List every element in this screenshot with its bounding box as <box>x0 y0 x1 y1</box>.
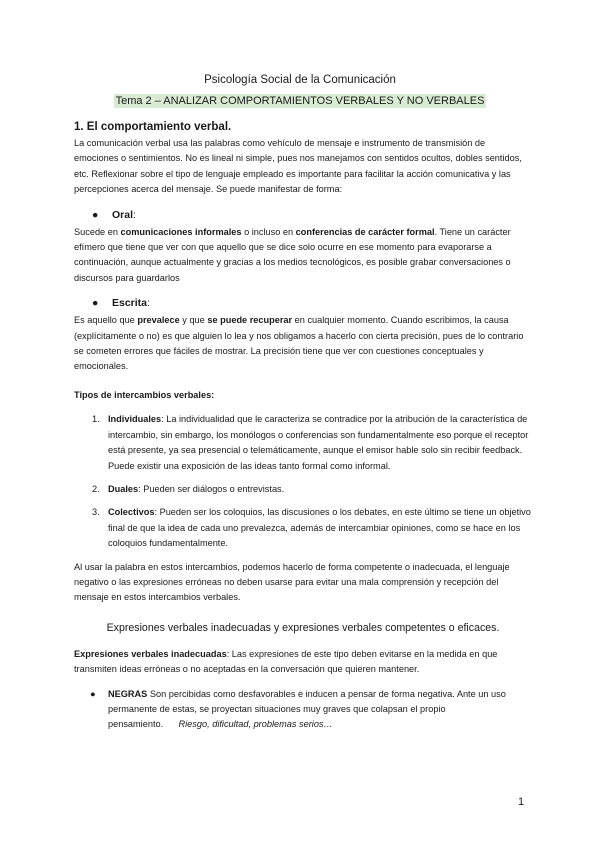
list-text: : Pueden ser los coloquios, las discusiones o los debates, en este último se tiene un objetivo final de que la idea de cada uno prevalezca, además de intercambiar opiniones, como se hace en los coloquios fundamentalmente. <box>108 507 531 549</box>
bullet-icon: ● <box>92 297 99 310</box>
oral-paragraph <box>74 225 532 287</box>
list-text: : La individualidad que le caracteriza se contradice por la atribución de la característica de intercambio, sin embargo, los monólogos o conferencias son fundamentalmente eso porque el receptor está presente, ya sea presencial o telemáticamente, aunque el emisor hable solo sin recibir feedback. Puede existir una exposición de las ideas tanto formal como informal. <box>108 414 529 471</box>
oral-colon: : <box>133 208 136 221</box>
negras-text: Son percibidas como desfavorables e inducen a pensar de forma negativa. Ante un uso permanente de estas, se proyectan situaciones muy graves que colapsan el propio pensamiento. <box>108 688 506 730</box>
oral-heading <box>92 208 532 223</box>
negras-term: NEGRAS <box>108 688 148 699</box>
list-number: 2. <box>92 483 100 494</box>
escrita-bold-1: prevalece <box>137 315 180 326</box>
document-title: Psicología Social de la Comunicación <box>204 74 396 86</box>
document-body <box>74 118 532 733</box>
oral-bold-2: conferencias de carácter formal <box>295 226 435 237</box>
expresiones-lead-text: : Las expresiones de este tipo deben evitarse en la medida en que transmiten ideas erróneas o no aceptadas en la conversación que quieren mantener. <box>74 648 498 675</box>
section-heading: 1. El comportamiento verbal. <box>74 121 232 133</box>
escrita-label: Escrita <box>112 297 148 310</box>
oral-text-3: . Tiene un carácter efímero que tiene que ver con que aquello que se dice solo ocurre en ese momento para evaporarse a continuación, aunque actualmente y gracias a los medios tecnológicos, es posible grabar conversaciones o discursos para guardarlos <box>74 226 511 283</box>
expresiones-heading: Expresiones verbales inadecuadas y expresiones verbales competentes o eficaces. <box>106 621 500 634</box>
escrita-heading <box>92 296 532 311</box>
negras-list <box>74 687 532 733</box>
escrita-text-2: y que <box>179 315 208 326</box>
list-item <box>74 412 532 474</box>
expresiones-lead-bold: Expresiones verbales inadecuadas <box>74 648 227 659</box>
closing-paragraph: Al usar la palabra en estos intercambios, podemos hacerlo de forma competente o inadecuada, el lenguaje negativo o las expresiones erróneas no deben usarse para evitar una mala comprensión y recepción del mensaje en estos intercambios verbales. <box>74 561 510 603</box>
list-term: Individuales <box>108 414 162 425</box>
expresiones-lead <box>74 647 532 678</box>
list-number: 1. <box>92 414 100 425</box>
escrita-text-3: en cualquier momento. Cuando escribimos, la causa (explícitamente o no) es que alguien lo lea y nos obligamos a hacerlo con cierta precisión, pues de lo contrario se cometen errores que fáciles de mostrar. La precisión tiene que ver con cuestiones conceptuales y emocionales. <box>74 315 524 372</box>
tipos-heading: Tipos de intercambios verbales: <box>74 389 215 400</box>
escrita-bold-2: se puede recuperar <box>207 315 293 326</box>
list-term: Duales <box>108 483 139 494</box>
intro-paragraph: La comunicación verbal usa las palabras como vehículo de mensaje e instrumento de transmisión de emociones o sentimientos. No es lineal ni simple, pues nos manejamos con sentidos ocultos, dobles sentidos, etc. Reflexionar sobre el tipo de lenguaje empleado es importante para facilitar la acción comunicativa y las percepciones acerca del mensaje. Se puede manifestar de forma: <box>74 138 522 195</box>
escrita-text-1: Es aquello que <box>74 315 138 326</box>
oral-label: Oral <box>112 208 134 221</box>
list-item <box>74 505 532 551</box>
bullet-icon: ● <box>90 688 96 699</box>
list-term: Colectivos <box>108 507 155 518</box>
escrita-colon: : <box>147 297 150 310</box>
page-number: 1 <box>518 796 525 808</box>
oral-text-2: o incluso en <box>241 226 296 237</box>
oral-text-1: Sucede en <box>74 226 121 237</box>
list-number: 3. <box>92 507 100 518</box>
escrita-paragraph <box>74 313 532 375</box>
list-text: : Pueden ser diálogos o entrevistas. <box>138 483 285 494</box>
list-item <box>74 687 532 733</box>
list-item <box>74 482 532 497</box>
subtitle-wrap <box>0 91 600 109</box>
oral-bold-1: comunicaciones informales <box>120 226 242 237</box>
tipos-list <box>74 412 532 551</box>
bullet-icon: ● <box>92 208 99 221</box>
negras-examples: Riesgo, dificultad, problemas serios… <box>178 719 333 730</box>
document-subtitle: Tema 2 – ANALIZAR COMPORTAMIENTOS VERBALES Y NO VERBALES <box>115 95 485 107</box>
